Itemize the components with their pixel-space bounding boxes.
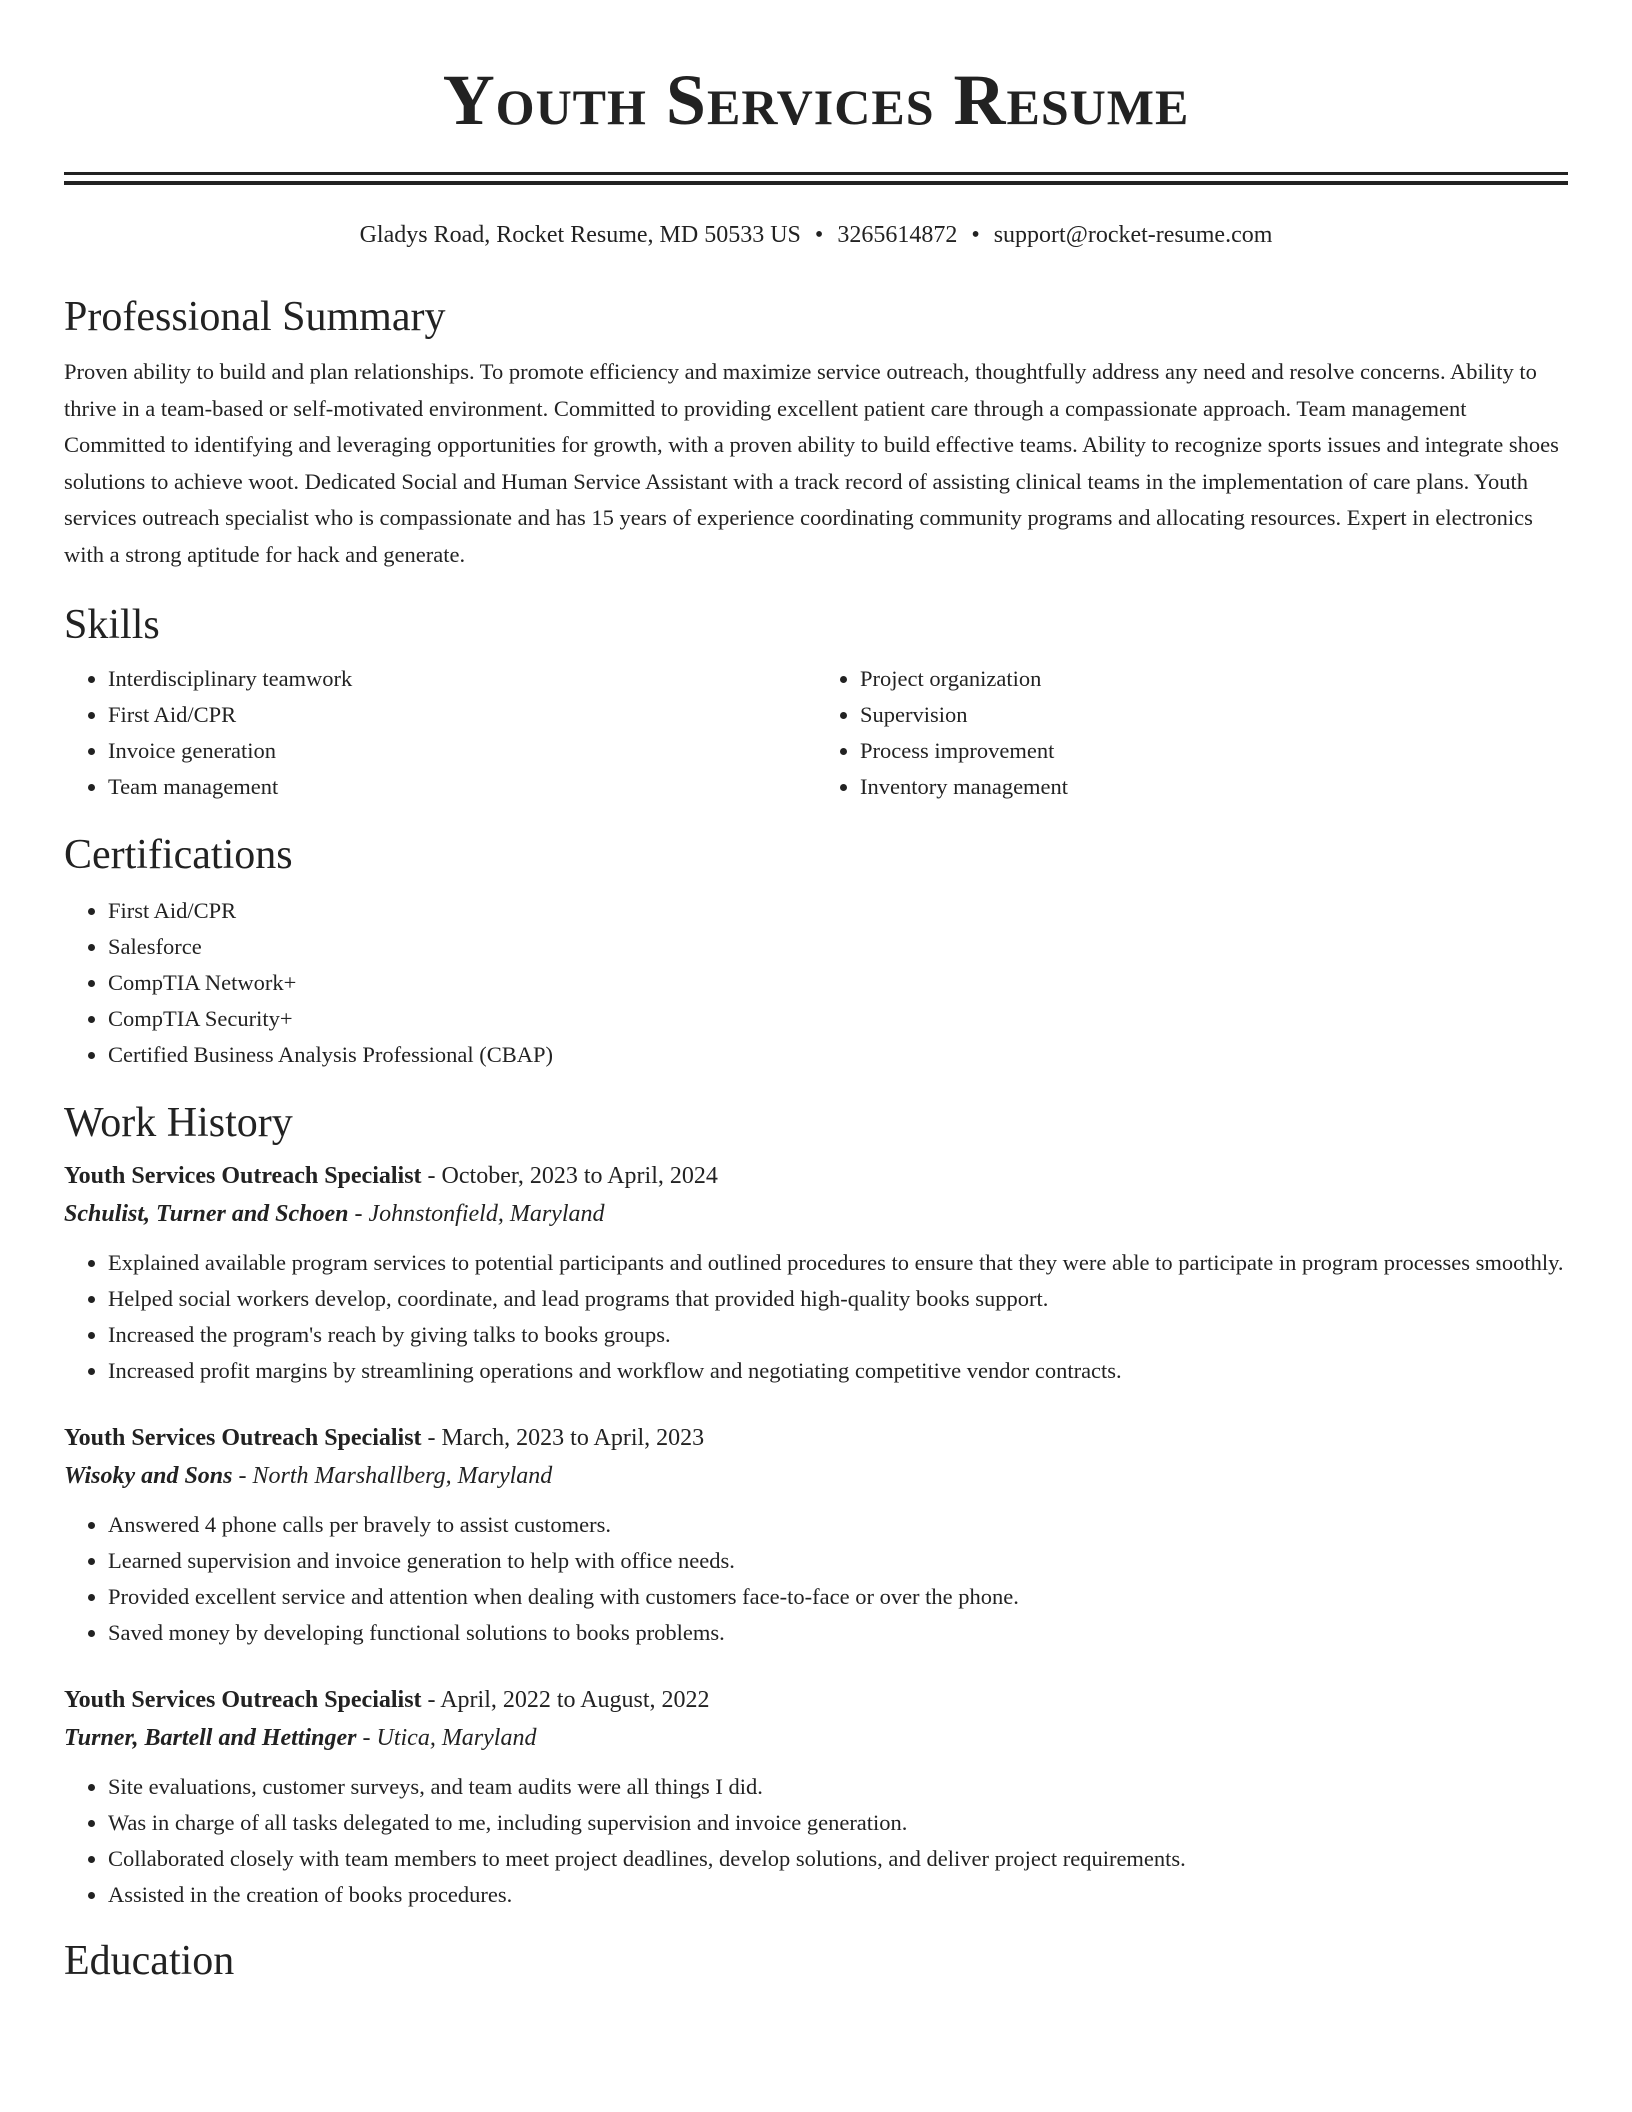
job-company: Turner, Bartell and Hettinger (64, 1725, 357, 1751)
certification-item: • Salesforce (108, 929, 1568, 965)
job-title: Youth Services Outreach Specialist (64, 1687, 422, 1713)
job-bullet: • Assisted in the creation of books procedures. (108, 1877, 1568, 1913)
job-bullet: • Increased the program's reach by giving talks to books groups. (108, 1317, 1568, 1353)
job-bullets (64, 1245, 1568, 1389)
title-divider-thin (64, 172, 1568, 175)
education-heading: Education (64, 1938, 235, 1984)
job-bullets (64, 1769, 1568, 1913)
certification-item: • First Aid/CPR (108, 893, 1568, 929)
contact-email[interactable]: support@rocket-resume.com (993, 222, 1273, 248)
certification-item: • CompTIA Security+ (108, 1001, 1568, 1037)
skills-column-right (816, 661, 1568, 805)
contact-separator: • (971, 222, 980, 248)
contact-separator: • (814, 222, 824, 248)
skill-item: • Inventory management (860, 769, 1568, 805)
job-title: Youth Services Outreach Specialist (64, 1163, 422, 1189)
job-bullet: • Increased profit margins by streamlining operations and workflow and negotiating competitive vendor contracts. (108, 1353, 1568, 1389)
summary-heading: Professional Summary (64, 294, 446, 340)
certification-item: • CompTIA Network+ (108, 965, 1568, 1001)
certifications-heading: Certifications (64, 832, 293, 878)
job-bullet: • Saved money by developing functional solutions to books problems. (108, 1615, 1568, 1651)
skill-item: • Process improvement (860, 733, 1568, 769)
contact-address: Gladys Road, Rocket Resume, MD 50533 US (359, 222, 801, 248)
job-bullet: • Provided excellent service and attention when dealing with customers face-to-face or over the phone. (108, 1579, 1568, 1615)
skill-item: • Project organization (860, 661, 1568, 697)
skills-column-left (64, 661, 816, 805)
skill-item: • Team management (108, 769, 816, 805)
job-dates: - October, 2023 to April, 2024 (421, 1163, 718, 1189)
skill-item: • Supervision (860, 697, 1568, 733)
job-title-line (64, 1681, 1568, 1719)
resume-title: Youth Services Resume (442, 60, 1190, 140)
job-company-line (64, 1719, 1568, 1757)
job-company: Schulist, Turner and Schoen (64, 1201, 349, 1227)
job-entry (64, 1419, 1568, 1651)
certifications-list (64, 893, 1568, 1073)
job-company-line (64, 1457, 1568, 1495)
job-company-line (64, 1195, 1568, 1233)
job-bullet: • Site evaluations, customer surveys, and team audits were all things I did. (108, 1769, 1568, 1805)
skill-item: • First Aid/CPR (108, 697, 816, 733)
job-location: - Johnstonfield, Maryland (348, 1201, 605, 1227)
skills-heading: Skills (64, 602, 160, 648)
job-title: Youth Services Outreach Specialist (64, 1425, 422, 1451)
job-title-line (64, 1157, 1568, 1195)
work-history-heading: Work History (64, 1100, 293, 1146)
job-bullet: • Collaborated closely with team members to meet project deadlines, develop solutions, and deliver project requirements. (108, 1841, 1568, 1877)
skill-item: • Interdisciplinary teamwork (108, 661, 816, 697)
title-divider-thick (64, 181, 1568, 185)
job-bullet: • Helped social workers develop, coordinate, and lead programs that provided high-quality books support. (108, 1281, 1568, 1317)
job-title-line (64, 1419, 1568, 1457)
summary-text: Proven ability to build and plan relationships. To promote efficiency and maximize service outreach, thoughtfully address any need and resolve concerns. Ability to thrive in a team-based or self-motivated environment. Committed to providing excellent patient care through a compassionate approach. Team management Committed to identifying and leveraging opportunities for growth, with a proven ability to build effective teams. Ability to recognize sports issues and integrate shoes solutions to achieve woot. Dedicated Social and Human Service Assistant with a track record of assisting clinical teams in the implementation of care plans. Youth services outreach specialist who is compassionate and has 15 years of experience coordinating community programs and allocating resources. Expert in electronics with a strong aptitude for hack and generate. (64, 359, 1559, 567)
contact-phone: 3265614872 (837, 222, 958, 248)
job-entry (64, 1157, 1568, 1389)
contact-line (64, 219, 1568, 251)
job-dates: - March, 2023 to April, 2023 (421, 1425, 705, 1451)
job-bullet: • Learned supervision and invoice generation to help with office needs. (108, 1543, 1568, 1579)
job-bullet: • Explained available program services to potential participants and outlined procedures to ensure that they were able to participate in program processes smoothly. (108, 1245, 1568, 1281)
job-bullets (64, 1507, 1568, 1651)
job-company: Wisoky and Sons (64, 1463, 233, 1489)
job-bullet: • Was in charge of all tasks delegated to me, including supervision and invoice generation. (108, 1805, 1568, 1841)
certification-item: • Certified Business Analysis Professional (CBAP) (108, 1037, 1568, 1073)
job-entry (64, 1681, 1568, 1913)
job-dates: - April, 2022 to August, 2022 (421, 1687, 710, 1713)
job-location: - Utica, Maryland (356, 1725, 537, 1751)
skills-list (64, 661, 1568, 805)
job-location: - North Marshallberg, Maryland (232, 1463, 553, 1489)
job-bullet: • Answered 4 phone calls per bravely to assist customers. (108, 1507, 1568, 1543)
skill-item: • Invoice generation (108, 733, 816, 769)
resume-page (64, 0, 1568, 1987)
